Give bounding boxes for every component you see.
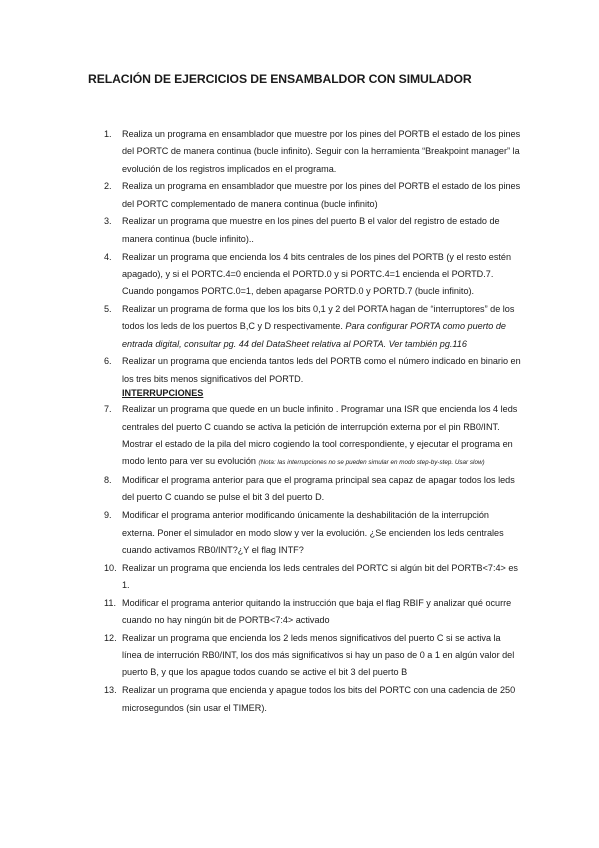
item-text: Realizar un programa de forma que los los bits 0,1 y 2 del PORTA hagan de “interruptores” de los todos los leds de los puertos B,C y D respectivamente.: [122, 303, 515, 332]
item-text: Modificar el programa anterior quitando la instrucción que baja el flag RBIF y analizar qué ocurre cuando no hay ningún bit de PORTB<7:4> activado: [122, 597, 512, 626]
item-text: Realizar un programa que muestre en los pines del puerto B el valor del registro de estado de manera continua (bucle infinito)..: [122, 216, 500, 244]
list-item: [0, 595, 521, 630]
item-number: 2.: [104, 181, 112, 192]
item-number: 4.: [104, 251, 112, 262]
item-text: Modificar el programa anterior para que el programa principal sea capaz de apagar todos los leds del puerto C cuando se pulse el bit 3 del puerto D.: [122, 475, 515, 503]
list-item: [0, 401, 521, 471]
list-item: [0, 213, 521, 248]
list-item: [0, 630, 521, 682]
list-item: [0, 353, 521, 388]
item-number: 3.: [104, 216, 112, 227]
section-heading: INTERRUPCIONES: [122, 388, 204, 399]
item-text: Realizar un programa que encienda y apague todos los bits del PORTC con una cadencia de 250 microsegundos (sin usar el TIMER).: [122, 685, 516, 713]
item-number: 1.: [104, 129, 112, 139]
item-text: Realiza un programa en ensamblador que muestre por los pines del PORTB el estado de los pines del PORTC complementado de manera continua (bucle infinito): [122, 181, 521, 209]
item-number: 11.: [104, 597, 116, 608]
list-item: [0, 126, 521, 178]
document-title: RELACIÓN DE EJERCICIOS DE ENSAMBALDOR CON SIMULADOR: [88, 72, 472, 86]
item-number: 5.: [104, 303, 112, 314]
exercise-list: [0, 126, 599, 717]
item-number: 10.: [104, 562, 117, 573]
item-number: 7.: [104, 404, 112, 415]
item-number: 8.: [104, 475, 112, 486]
item-number: 12.: [104, 632, 117, 643]
item-text: Realiza un programa en ensamblador que muestre por los pines del PORTB el estado de los pines del PORTC de manera continua (bucle infinito). Seguir con la herramienta “Breakpoint manager” la evolución de los registros implicados en el programa.: [122, 129, 521, 174]
item-text: Realizar un programa que quede en un bucle infinito . Programar una ISR que encienda los 4 leds centrales del puerto C cuando se activa la petición de interrupción externa por el pin RB0/INT. Mostrar el estado de la pila del micro cogiendo la tool correspondiente, y ejecutar el programa en modo lento para ver su evolución: [122, 404, 518, 467]
item-number: 13.: [104, 685, 117, 696]
item-number: 9.: [104, 510, 112, 521]
item-number: 6.: [104, 356, 112, 367]
item-text: Realizar un programa que encienda los 4 bits centrales de los pines del PORTB (y el resto estén apagado), y si el PORTC.4=0 encienda el PORTD.0 y si PORTC.4=1 encienda el PORTD.7. Cuando pongamos PORTC.0=1, deben apagarse PORTD.0 y PORTD.7 (bucle infinito).: [122, 251, 512, 297]
item-text: Realizar un programa que encienda los leds centrales del PORTC si algún bit del PORTB<7:4> es 1.: [122, 562, 518, 590]
item-text: Realizar un programa que encienda los 2 leds menos significativos del puerto C si se activa la línea de interrución RB0/INT, los dos más significativos si hay un paso de 0 a 1 en algún valor del puerto B, y que los apague todos cuando se active el bit 3 del puerto B: [122, 632, 515, 678]
list-item: [0, 472, 521, 507]
list-item: [0, 178, 521, 213]
list-item: [0, 507, 521, 559]
list-item: [0, 249, 521, 301]
item-text: Modificar el programa anterior modificando únicamente la deshabilitación de la interrupción externa. Poner el simulador en modo slow y ver la evolución. ¿Se encienden los leds centrales cuando activamos RB0/INT?¿Y el flag INTF?: [122, 510, 504, 555]
item-text: Realizar un programa que encienda tantos leds del PORTB como el número indicado en binario en los tres bits menos significativos del PORTD.: [122, 356, 521, 384]
item-italic-note: Para configurar PORTA como puerto de entrada digital, consultar pg. 44 del DataSheet relativa al PORTA. Ver también pg.116: [122, 321, 506, 349]
list-item: [0, 560, 521, 595]
list-item: [0, 682, 521, 717]
item-small-note: (Nota: las interrupciones no se pueden simular en modo step-by-step. Usar slow): [258, 459, 485, 467]
list-item: [0, 301, 521, 353]
